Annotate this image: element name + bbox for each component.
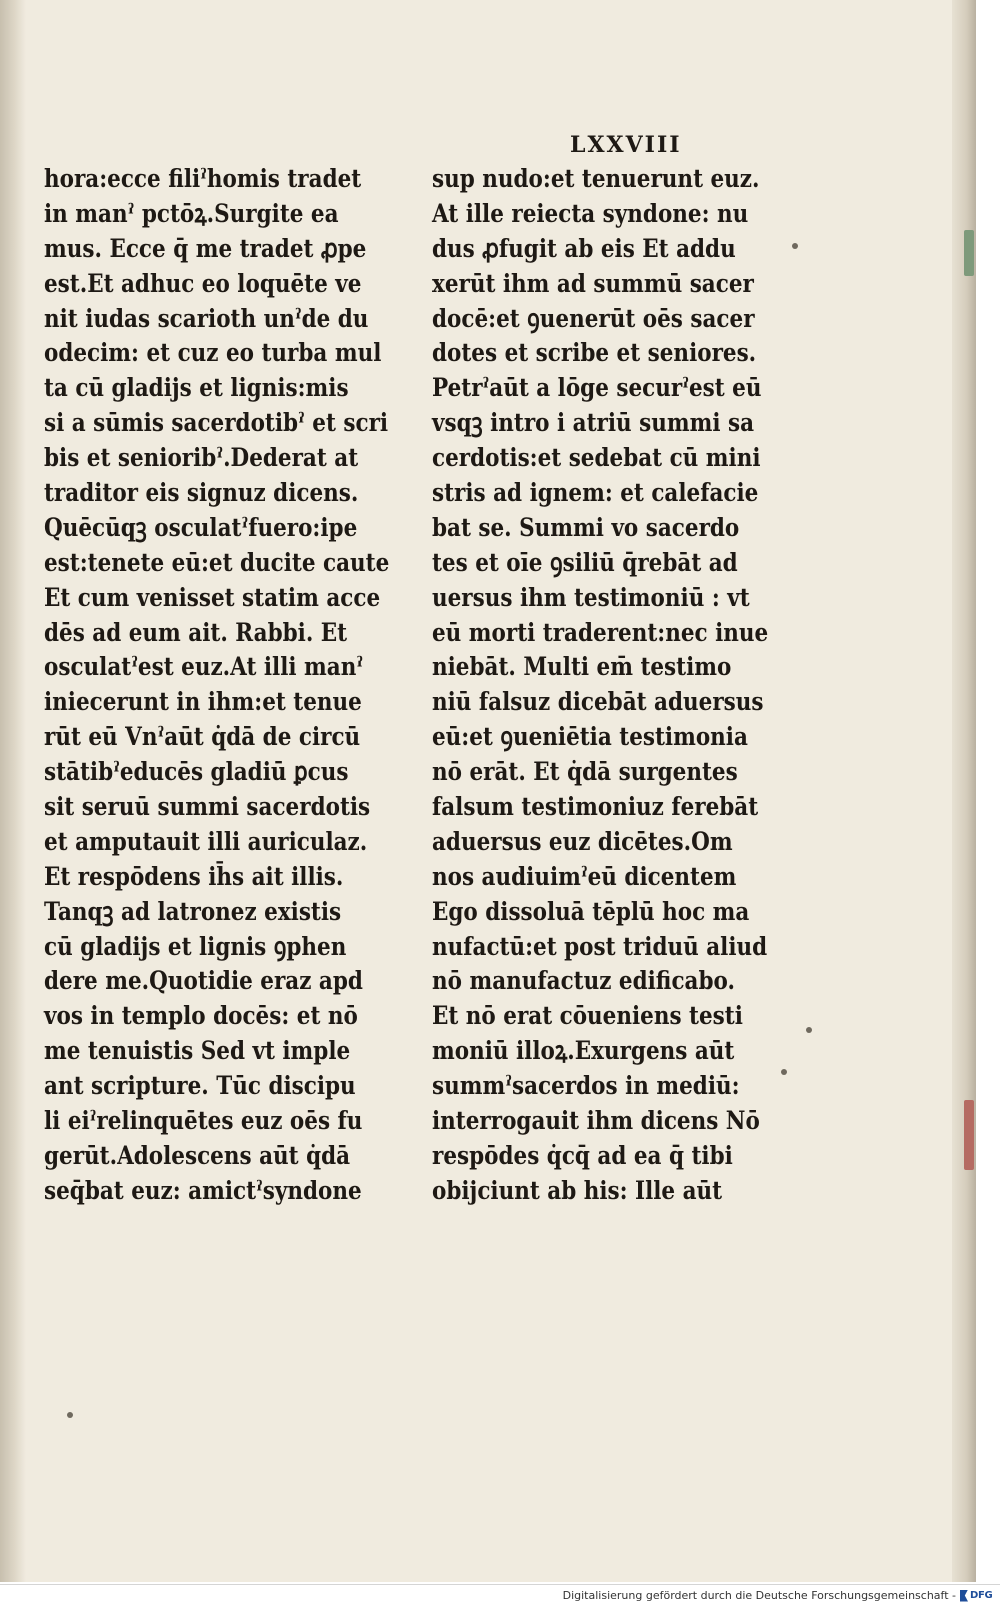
- text-line: xerūt ihm ad summū sacer: [432, 268, 754, 298]
- text-line: eū morti traderent:nec inue: [432, 617, 769, 647]
- text-line: Quēcūqꝫ osculatˀfuero:ipe: [44, 512, 358, 542]
- text-line: interrogauit ihm dicens Nō: [432, 1106, 760, 1136]
- text-line: in manˀ pctōꝝ.Surgite ea: [44, 198, 339, 228]
- text-line: Tanqꝫ ad latronez existis: [44, 896, 342, 926]
- text-line: traditor eis signuz dicens.: [44, 478, 359, 508]
- text-line: eū:et ꝯueniētia testimonia: [432, 722, 748, 752]
- text-line: nō erāt. Et q̇dā surgentes: [432, 757, 738, 787]
- text-line: ta cū gladijs et lignis:mis: [44, 373, 349, 403]
- text-line: hora:ecce filiˀhomis tradet: [44, 164, 362, 193]
- paper-speck: [806, 1027, 812, 1033]
- page-fore-edge: [952, 0, 976, 1582]
- funding-credit: Digitalisierung gefördert durch die Deutsche Forschungsgemeinschaft -: [562, 1589, 956, 1602]
- paper-speck: [67, 1412, 73, 1418]
- text-line: cerdotis:et sedebat cū mini: [432, 443, 761, 473]
- text-line: stātibˀeducēs gladiū ꝑcus: [44, 757, 349, 787]
- text-line: dotes et scribe et seniores.: [432, 338, 757, 368]
- text-line: Et respōdens ih̄s ait illis.: [44, 861, 344, 891]
- dfg-logo: [960, 1588, 994, 1603]
- text-line: aduersus euz dicētes.Om: [432, 826, 733, 856]
- text-line: vos in templo docēs: et nō: [44, 1001, 358, 1031]
- text-line: osculatˀest euz.At illi manˀ: [44, 652, 364, 682]
- text-line: Ego dissoluā tēplū hoc ma: [432, 896, 750, 926]
- text-line: nit iudas scarioth unˀde du: [44, 303, 369, 333]
- paper-speck: [792, 243, 798, 249]
- text-line: li eiˀrelinquētes euz oēs fu: [44, 1106, 363, 1136]
- text-line: ant scripture. Tūc discipu: [44, 1071, 356, 1101]
- dfg-logo-text: DFG: [970, 1590, 993, 1601]
- text-line: dēs ad eum ait. Rabbi. Et: [44, 617, 348, 647]
- text-line: dere me.Quotidie eraz apd: [44, 966, 363, 996]
- paper-speck: [781, 1069, 787, 1075]
- text-line: nos audiuimˀeū dicentem: [432, 861, 737, 891]
- text-line: et amputauit illi auriculaz.: [44, 826, 368, 856]
- dfg-logo-mark: [960, 1590, 968, 1602]
- text-line: bat se. Summi vo sacerdo: [432, 512, 740, 542]
- text-line: respōdes q̇cq̄ ad ea q̄ tibi: [432, 1140, 733, 1170]
- digitization-footer: [0, 1584, 1000, 1607]
- text-line: iniecerunt in ihm:et tenue: [44, 687, 362, 717]
- text-line: est.Et adhuc eo loquēte ve: [44, 268, 362, 298]
- edge-marker-red: [964, 1100, 974, 1170]
- text-line: mus. Ecce q̄ me tradet ꝓpe: [44, 233, 367, 263]
- text-line: At ille reiecta syndone: nu: [432, 198, 749, 228]
- text-line: rūt eū Vnˀaūt q̇dā de circū: [44, 722, 361, 752]
- text-line: si a sūmis sacerdotibˀ et scri: [44, 408, 389, 438]
- text-line: odecim: et cuz eo turba mul: [44, 338, 382, 368]
- text-line: docē:et ꝯuenerūt oēs sacer: [432, 303, 755, 333]
- text-line: obijciunt ab his: Ille aūt: [432, 1175, 723, 1205]
- text-line: uersus ihm testimoniū : vt: [432, 582, 750, 612]
- text-line: gerūt.Adolescens aūt q̇dā: [44, 1140, 351, 1170]
- text-line: cū gladijs et lignis ꝯphen: [44, 931, 347, 961]
- text-line: est:tenete eū:et ducite caute: [44, 547, 390, 577]
- text-line: Et nō erat cōueniens testi: [432, 1001, 743, 1031]
- text-line: moniū illoꝝ.Exurgens aūt: [432, 1036, 735, 1066]
- edge-marker-green: [964, 230, 974, 276]
- text-line: stris ad ignem: et calefacie: [432, 478, 759, 508]
- text-line: niebāt. Multi em̄ testimo: [432, 652, 732, 682]
- text-line: nufactū:et post triduū aliud: [432, 931, 768, 961]
- text-column-left: [44, 162, 394, 1209]
- text-line: dus ꝓfugit ab eis Et addu: [432, 233, 736, 263]
- text-line: Et cum venisset statim acce: [44, 582, 381, 612]
- text-line: me tenuistis Sed vt imple: [44, 1036, 351, 1066]
- text-line: tes et oīe ꝯsiliū q̄rebāt ad: [432, 547, 738, 577]
- text-line: Petrˀaūt a lōge securˀest eū: [432, 373, 762, 403]
- text-line: vsqꝫ intro i atriū summi sa: [432, 408, 755, 438]
- binding-gutter-shadow: [0, 0, 26, 1582]
- text-line: niū falsuz dicebāt aduersus: [432, 687, 764, 717]
- text-column-right: [432, 162, 777, 1209]
- text-line: sup nudo:et tenuerunt euz.: [432, 164, 760, 193]
- text-line: bis et senioribˀ.Dederat at: [44, 443, 359, 473]
- text-line: seq̄bat euz: amictˀsyndone: [44, 1175, 362, 1205]
- text-line: nō manufactuz edificabo.: [432, 966, 735, 996]
- text-line: falsum testimoniuz ferebāt: [432, 792, 759, 822]
- folio-number: LXXVIII: [570, 132, 682, 158]
- text-line: sit seruū summi sacerdotis: [44, 792, 371, 822]
- text-line: summˀsacerdos in mediū:: [432, 1071, 740, 1101]
